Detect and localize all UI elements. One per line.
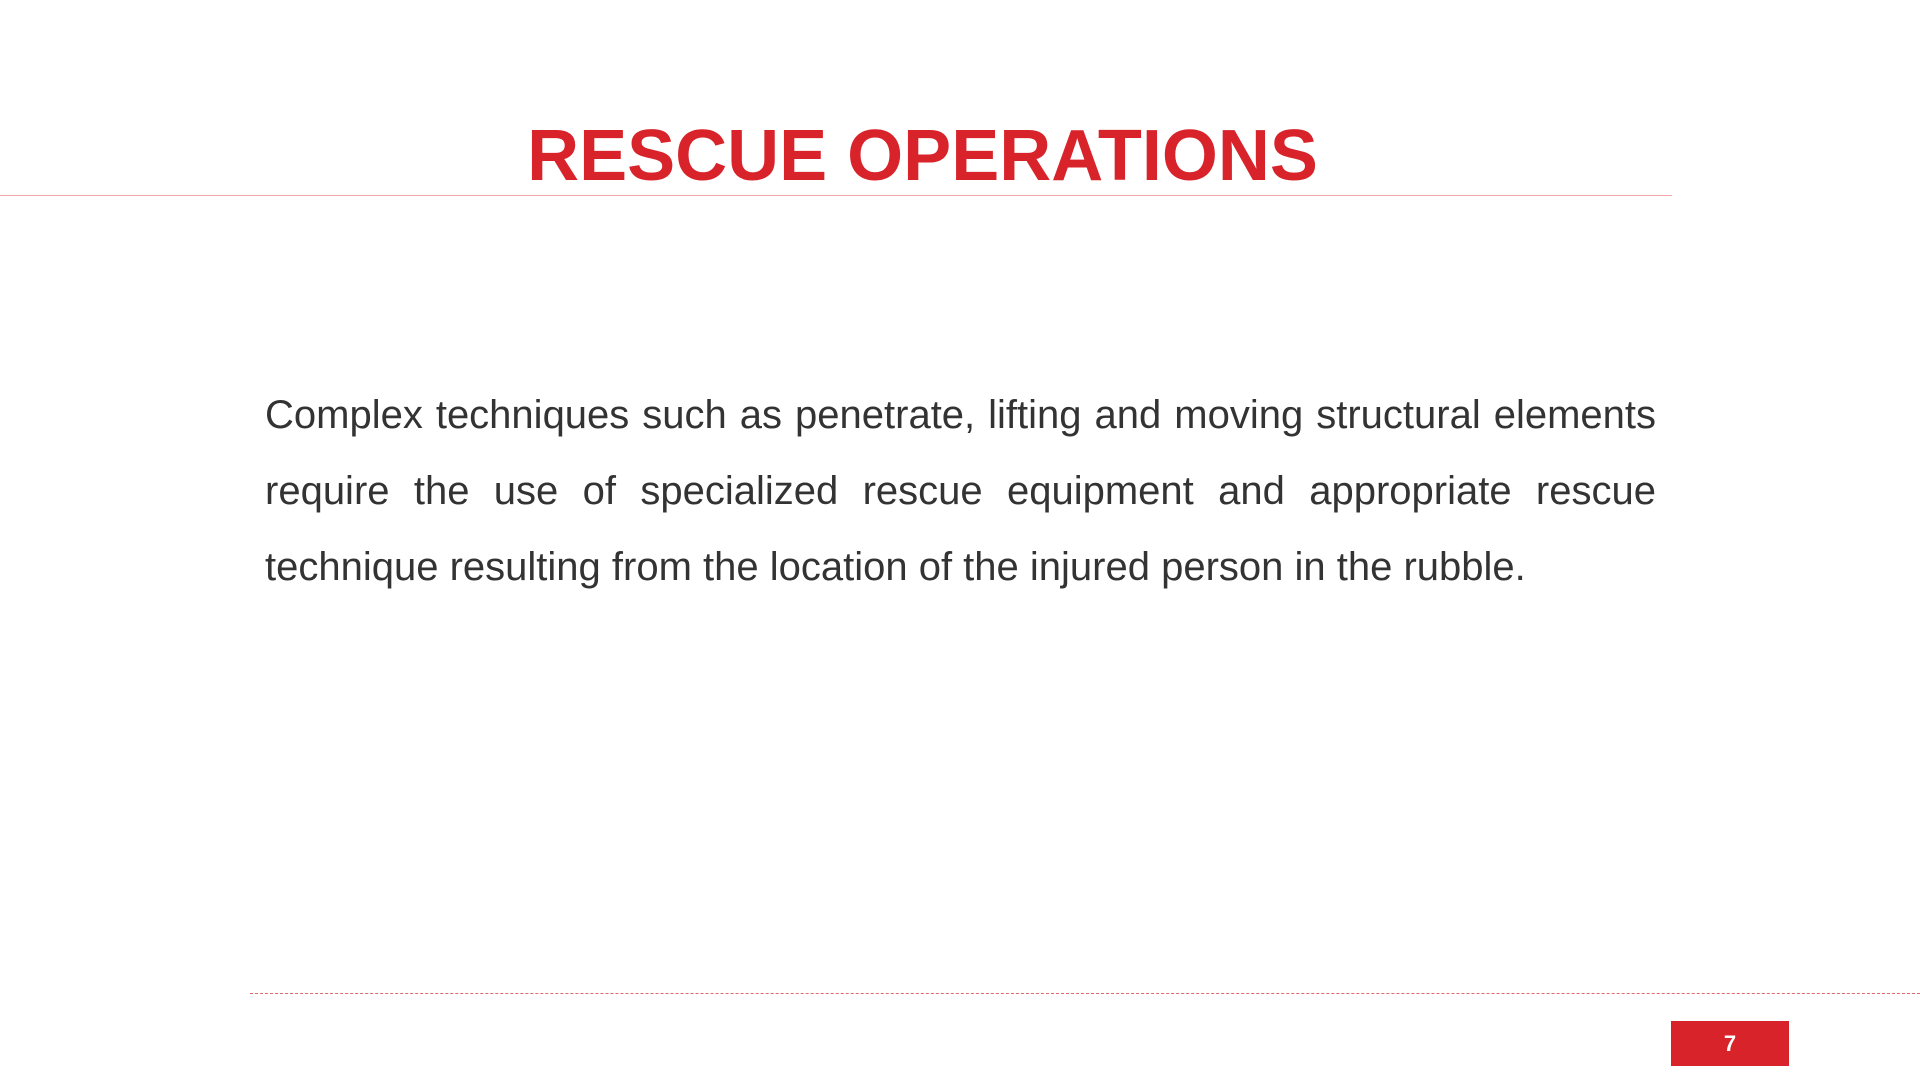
slide-title: RESCUE OPERATIONS	[527, 116, 1318, 196]
title-divider	[0, 195, 1672, 196]
page-number-badge: 7	[1671, 1021, 1789, 1066]
footer-divider	[250, 993, 1920, 994]
body-paragraph: Complex techniques such as penetrate, lifting and moving structural elements require the use of specialized rescue equipment and appropriate rescue technique resulting from the location of the injured person in the rubble.	[265, 393, 1656, 589]
